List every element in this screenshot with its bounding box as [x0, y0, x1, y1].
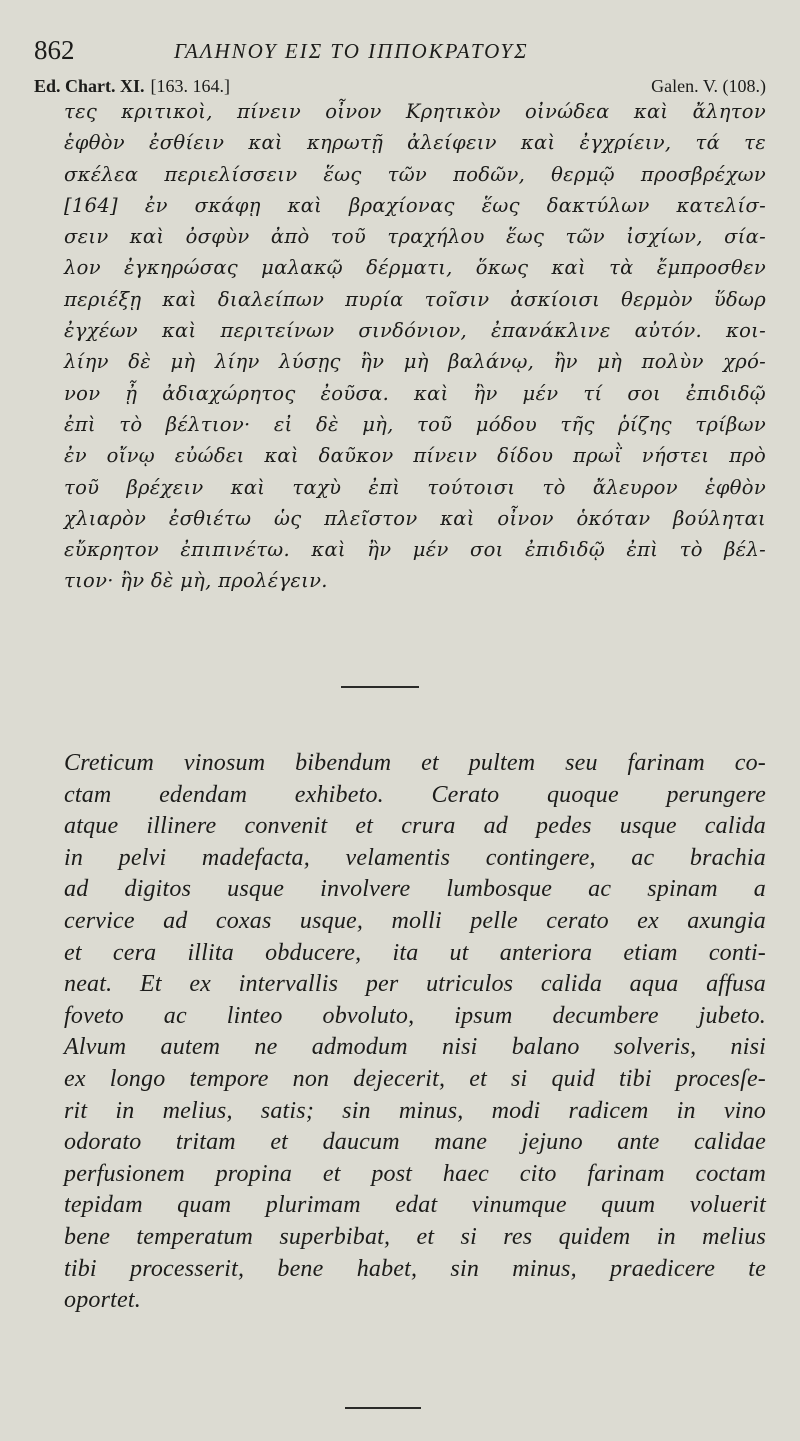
greek-text-line: ἐν οἴνῳ εὐώδει καὶ δαῦκον πίνειν δίδου πρωῒ νήστει πρὸ [64, 444, 766, 468]
edition-chartier-label: Ed. Chart. XI. [34, 76, 145, 96]
latin-text-line: atque illinere convenit et crura ad pedes usque calida [64, 813, 766, 840]
greek-text-line: σειν καὶ ὀσφὺν ἀπὸ τοῦ τραχήλου ἕως τῶν ἰσχίων, σία- [64, 225, 766, 249]
latin-text-line: cervice ad coxas usque, molli pelle cerato ex axungia [64, 907, 766, 934]
latin-text-line: oportet. [64, 1287, 141, 1314]
running-title: ΓΑΛΗΝΟΥ ΕΙΣ ΤΟ ΙΠΠΟΚΡΑΤΟΥΣ [174, 39, 529, 63]
greek-text-line: νον ᾖ ἀδιαχώρητος ἐοῦσα. καὶ ἢν μέν τί σοι ἐπιδιδῷ [64, 381, 766, 405]
greek-text-line: ἑφθὸν ἐσθίειν καὶ κηρωτῇ ἀλείφειν καὶ ἐγχρίειν, τά τε [64, 131, 766, 155]
greek-text-line: ἐπὶ τὸ βέλτιον· εἰ δὲ μὴ, τοῦ μόδου τῆς ῥίζης τρίβων [64, 412, 766, 436]
latin-text-line: ex longo tempore non dejecerit, et si quid tibi procesſe- [64, 1065, 766, 1092]
latin-text-line: foveto ac linteo obvoluto, ipsum decumbere jubeto. [64, 1002, 766, 1029]
running-head [34, 34, 774, 70]
greek-text-line: σκέλεα περιελίσσειν ἕως τῶν ποδῶν, θερμῷ προσβρέχων [64, 162, 766, 186]
latin-text-line: ctam edendam exhibeto. Cerato quoque perungere [64, 781, 766, 808]
latin-text-line: neat. Et ex intervallis per utriculos calida aqua affusa [64, 971, 766, 998]
edition-kuehn: Galen. V. (108.) [651, 76, 766, 96]
edition-chartier-ref: [163. 164.] [150, 76, 231, 96]
latin-text-line: Alvum autem ne admodum nisi balano solveris, nisi [64, 1034, 766, 1061]
latin-text-line: perfusionem propina et post haec cito farinam coctam [64, 1160, 766, 1187]
greek-text-line: [164] ἐν σκάφῃ καὶ βραχίονας ἕως δακτύλων κατελίσ- [64, 193, 766, 217]
latin-text-line: bene temperatum superbibat, et si res quidem in melius [64, 1223, 766, 1250]
greek-text-line: τιον· ἢν δὲ μὴ, προλέγειν. [64, 569, 328, 593]
latin-text-line: tibi processerit, bene habet, sin minus, praedicere te [64, 1255, 766, 1282]
page-number: 862 [34, 35, 75, 65]
greek-text-line: λον ἐγκηρώσας μαλακῷ δέρματι, ὅκως καὶ τὰ ἔμπροσθεν [64, 256, 766, 280]
greek-text-line: λίην δὲ μὴ λίην λύσῃς ἢν μὴ βαλάνῳ, ἢν μὴ πολὺν χρό- [64, 350, 766, 374]
greek-text-line: περιέξῃ καὶ διαλείπων πυρία τοῖσιν ἀσκίοισι θερμὸν ὕδωρ [64, 287, 766, 311]
greek-text-line: τοῦ βρέχειν καὶ ταχὺ ἐπὶ τούτοισι τὸ ἄλευρον ἑφθὸν [64, 475, 766, 499]
latin-text-line: rit in melius, satis; sin minus, modi radicem in vino [64, 1097, 766, 1124]
section-divider-bottom [345, 1407, 421, 1409]
greek-text-line: εὔκρητον ἐπιπινέτω. καὶ ἢν μέν σοι ἐπιδιδῷ ἐπὶ τὸ βέλ- [64, 538, 766, 562]
latin-text-line: et cera illita obducere, ita ut anteriora etiam conti- [64, 939, 766, 966]
latin-text-line: ad digitos usque involvere lumbosque ac spinam a [64, 876, 766, 903]
greek-text-line: χλιαρὸν ἐσθιέτω ὡς πλεῖστον καὶ οἶνον ὁκόταν βούληται [64, 506, 766, 530]
section-divider [341, 686, 419, 688]
latin-text-line: odorato tritam et daucum mane jejuno ante calidae [64, 1129, 766, 1156]
greek-text-line: ἐγχέων καὶ περιτείνων σινδόνιον, ἐπανάκλινε αὐτόν. κοι- [64, 319, 766, 343]
latin-text-line: in pelvi madefacta, velamentis contingere, ac brachia [64, 844, 766, 871]
greek-text-block [64, 96, 766, 597]
latin-text-block [64, 748, 766, 1317]
latin-text-line: Creticum vinosum bibendum et pultem seu farinam co- [64, 750, 766, 776]
greek-text-line: τες κριτικοὶ, πίνειν οἶνον Κρητικὸν οἰνώδεα καὶ ἄλητον [64, 100, 766, 123]
latin-text-line: tepidam quam plurimam edat vinumque quum voluerit [64, 1192, 766, 1219]
